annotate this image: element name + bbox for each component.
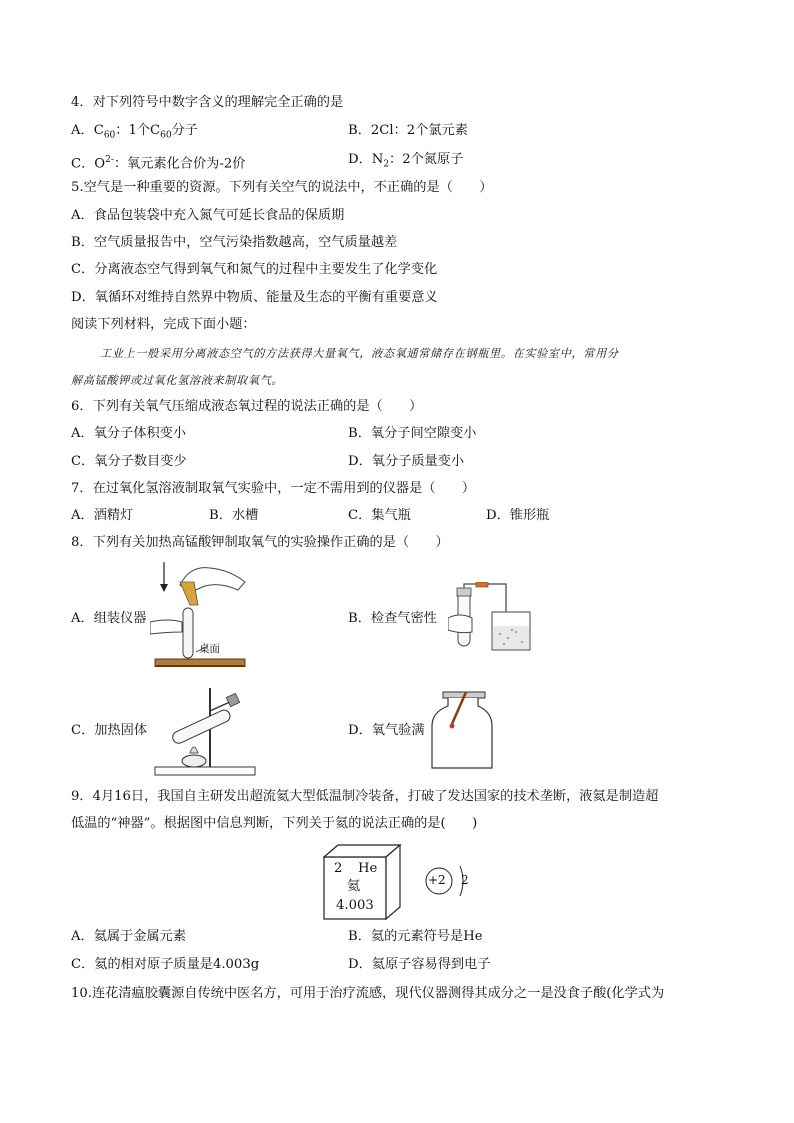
reading-passage-line2: 解高锰酸钾或过氧化氢溶液来制取氧气。: [71, 374, 284, 387]
q9-stem-line1: 9．4月16日，我国自主研发出超流氦大型低温制冷装备，打破了发达国家的技术垄断，液氦是制造超: [71, 789, 659, 804]
q4-d-pre: D．N: [348, 152, 384, 167]
q4-c-pre: C．O: [71, 156, 106, 172]
q6-option-b: B．氧分子间空隙变小: [348, 426, 477, 441]
reading-passage-line1: 工业上一般采用分离液态空气的方法获得大量氧气，液态氧通常储存在钢瓶里。在实验室中，常用分: [100, 347, 619, 360]
q8-option-c: C．加热固体: [71, 723, 148, 738]
q8-option-a: A．组装仪器: [71, 611, 147, 626]
atom-electron-count: 2: [461, 873, 469, 887]
q4-option-d: [348, 151, 463, 174]
q4-d-sub: 2: [383, 159, 390, 170]
q8-option-d: D．氧气验满: [348, 723, 425, 738]
q9-option-b: B．氦的元素符号是He: [348, 929, 483, 944]
q9-option-c: C．氦的相对原子质量是4.003g: [71, 957, 260, 972]
atom-nucleus-charge: +2: [428, 873, 446, 887]
q4-stem: 4．对下列符号中数字含义的理解完全正确的是: [71, 95, 344, 110]
q4-option-c: [71, 151, 245, 173]
q8-option-b: B．检查气密性: [348, 611, 437, 626]
q4-option-a: [71, 122, 198, 145]
q4-a-post: 分子: [171, 123, 198, 138]
q9-option-d: D．氦原子容易得到电子: [348, 957, 491, 972]
q9-option-a: A．氦属于金属元素: [71, 929, 187, 944]
q5-stem: 5.空气是一种重要的资源。下列有关空气的说法中，不正确的是（ ）: [71, 180, 493, 195]
q4-d-post: ：2个氮原子: [389, 152, 464, 167]
heat-solid-figure: [150, 683, 260, 778]
desk-label: 桌面: [199, 643, 220, 655]
q7-option-a: A．酒精灯: [71, 508, 134, 523]
q4-a-sub1: 60: [103, 130, 116, 141]
q5-option-b: B．空气质量报告中，空气污染指数越高，空气质量越差: [71, 235, 398, 250]
q8-stem: 8．下列有关加热高锰酸钾制取氧气的实验操作正确的是（ ）: [71, 535, 449, 550]
airtightness-check-figure: [448, 582, 538, 654]
q7-option-d: D．锥形瓶: [486, 508, 550, 523]
element-name: 氦: [347, 879, 361, 894]
q5-option-c: C．分离液态空气得到氧气和氮气的过程中主要发生了化学变化: [71, 262, 438, 277]
q9-stem-line2: 低温的“神器”。根据图中信息判断，下列关于氦的说法正确的是( ): [71, 816, 478, 831]
element-atomic-number: 2: [334, 861, 343, 876]
q5-option-a: A．食品包装袋中充入氮气可延长食品的保质期: [71, 208, 345, 223]
q6-stem: 6．下列有关氧气压缩成液态氧过程的说法正确的是（ ）: [71, 399, 423, 414]
oxygen-full-test-figure: [428, 690, 498, 770]
q6-option-d: D．氧分子质量变小: [348, 454, 465, 469]
element-symbol: He: [358, 861, 378, 876]
q4-a-mid: ：1个C: [115, 123, 161, 138]
q4-option-b: B．2Cl：2个氯元素: [348, 123, 468, 138]
q4-a-pre: A．C: [71, 123, 104, 138]
q6-option-c: C．氧分子数目变少: [71, 454, 187, 469]
q4-c-sup: 2-: [105, 155, 114, 165]
q7-stem: 7．在过氧化氢溶液制取氧气实验中，一定不需用到的仪器是（ ）: [71, 481, 476, 496]
q4-a-sub2: 60: [160, 130, 172, 141]
q6-option-a: A．氧分子体积变小: [71, 426, 187, 441]
element-atomic-mass: 4.003: [336, 898, 374, 913]
reading-intro: 阅读下列材料，完成下面小题：: [71, 317, 256, 332]
q5-option-d: D．氧循环对维持自然界中物质、能量及生态的平衡有重要意义: [71, 290, 438, 305]
q7-option-b: B．水槽: [209, 508, 259, 523]
q4-c-post: ：氧元素化合价为-2价: [113, 156, 246, 172]
q10-stem: 10.连花清瘟胶囊源自传统中医名方，可用于治疗流感，现代仪器测得其成分之一是没食子酸(化学式为: [71, 986, 665, 1001]
q7-option-c: C．集气瓶: [348, 508, 411, 523]
